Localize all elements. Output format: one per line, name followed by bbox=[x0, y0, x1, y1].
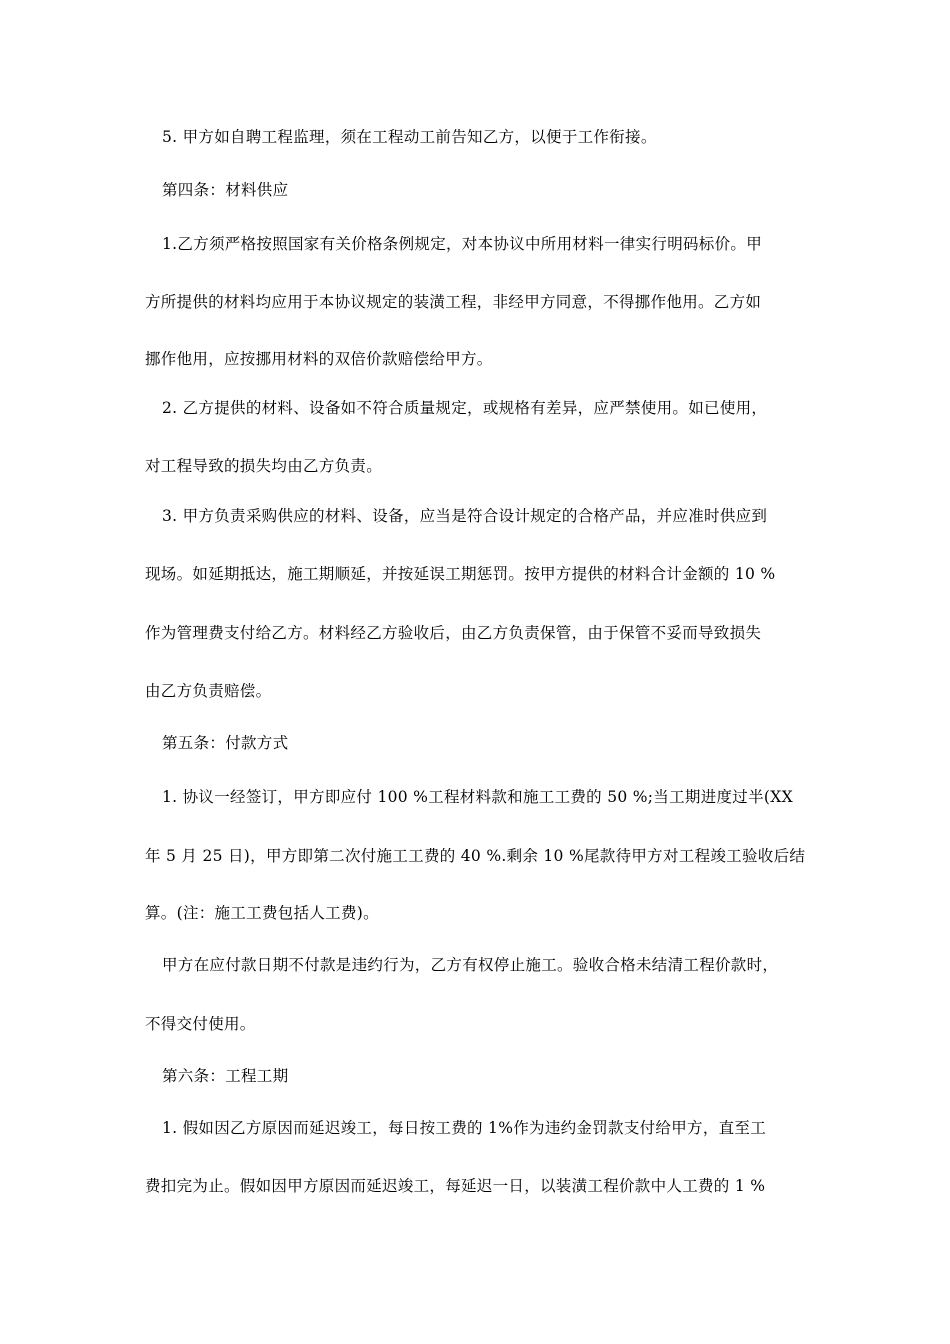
paragraph-line: 1. 假如因乙方原因而延迟竣工，每日按工费的 1%作为违约金罚款支付给甲方，直至工 bbox=[162, 1119, 767, 1137]
section-heading: 第五条：付款方式 bbox=[162, 734, 289, 752]
paragraph-line: 挪作他用，应按挪用材料的双倍价款赔偿给甲方。 bbox=[145, 350, 493, 368]
paragraph-line: 年 5 月 25 日)，甲方即第二次付施工工费的 40 %.剩余 10 %尾款待甲方对工程竣工验收后结 bbox=[145, 847, 806, 865]
section-heading: 第六条：工程工期 bbox=[162, 1067, 289, 1085]
section-heading: 第四条：材料供应 bbox=[162, 181, 289, 199]
paragraph-line: 由乙方负责赔偿。 bbox=[145, 682, 272, 700]
paragraph-line: 对工程导致的损失均由乙方负责。 bbox=[145, 457, 383, 475]
paragraph-line: 2. 乙方提供的材料、设备如不符合质量规定，或规格有差异，应严禁使用。如已使用， bbox=[162, 399, 768, 417]
paragraph-line: 1.乙方须严格按照国家有关价格条例规定，对本协议中所用材料一律实行明码标价。甲 bbox=[162, 235, 762, 253]
paragraph-line: 作为管理费支付给乙方。材料经乙方验收后，由乙方负责保管，由于保管不妥而导致损失 bbox=[145, 624, 762, 642]
paragraph-line: 不得交付使用。 bbox=[145, 1015, 256, 1033]
paragraph-line: 甲方在应付款日期不付款是违约行为，乙方有权停止施工。验收合格未结清工程价款时， bbox=[162, 956, 779, 974]
paragraph-line: 5. 甲方如自聘工程监理，须在工程动工前告知乙方，以便于工作衔接。 bbox=[162, 128, 657, 146]
paragraph-line: 方所提供的材料均应用于本协议规定的装潢工程，非经甲方同意，不得挪作他用。乙方如 bbox=[145, 293, 762, 311]
paragraph-line: 3. 甲方负责采购供应的材料、设备，应当是符合设计规定的合格产品，并应准时供应到 bbox=[162, 507, 768, 525]
paragraph-line: 1. 协议一经签订，甲方即应付 100 %工程材料款和施工工费的 50 %;当工期进度过半(XX bbox=[162, 788, 793, 806]
paragraph-line: 现场。如延期抵达，施工期顺延，并按延误工期惩罚。按甲方提供的材料合计金额的 10 % bbox=[145, 565, 776, 583]
paragraph-line: 算。(注：施工工费包括人工费)。 bbox=[145, 904, 379, 922]
paragraph-line: 费扣完为止。假如因甲方原因而延迟竣工，每延迟一日，以装潢工程价款中人工费的 1 % bbox=[145, 1177, 766, 1195]
